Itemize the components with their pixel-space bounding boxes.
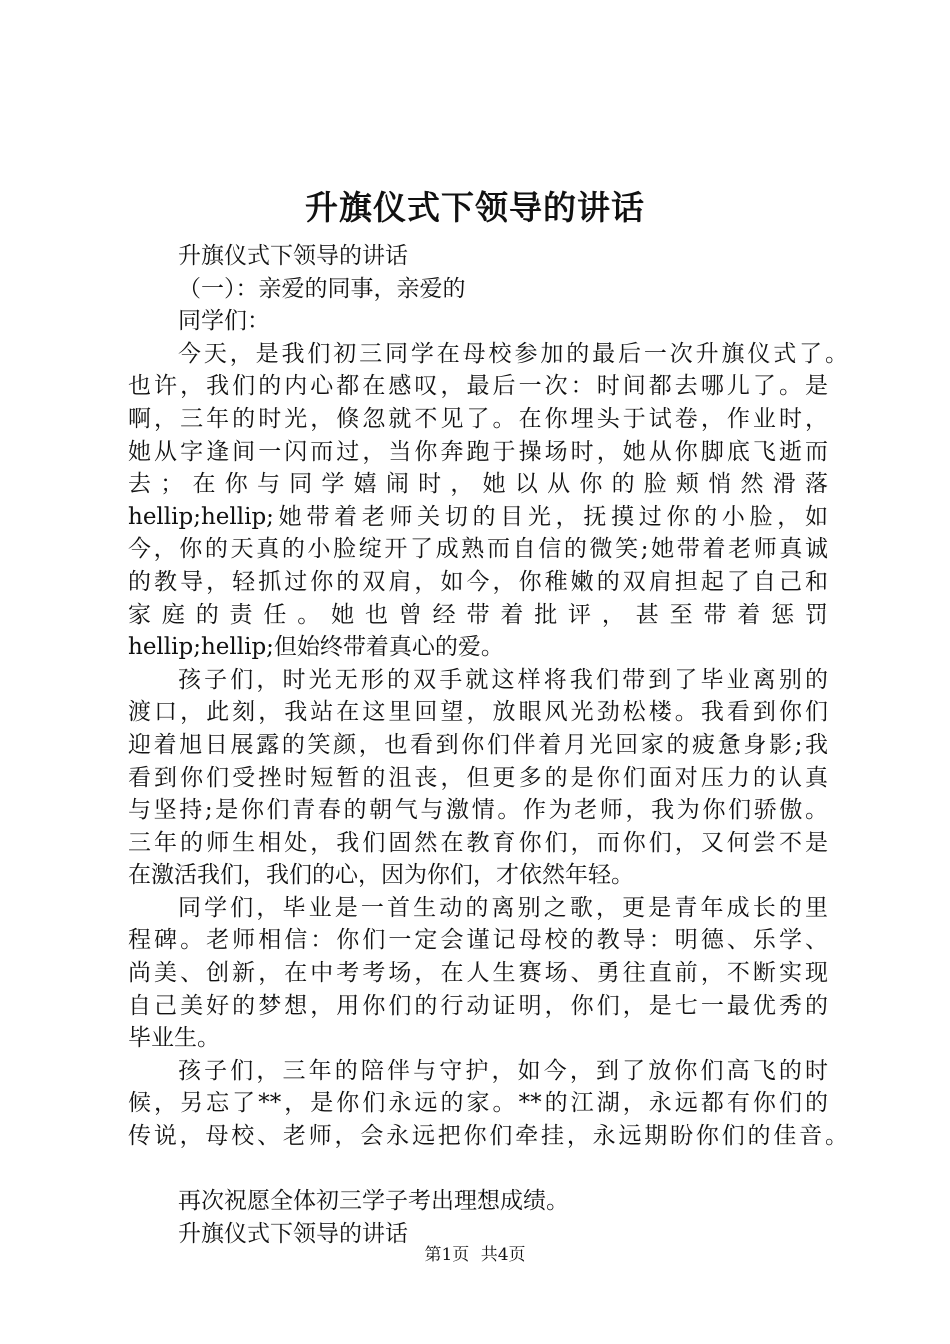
paragraph-line: 在激活我们，我们的心，因为你们，才依然年轻。 (128, 862, 634, 889)
paragraph-line: 尚美、创新，在中考考场，在人生赛场、勇往直前，不断实现 (128, 960, 828, 987)
paragraph-line: 渡口，此刻，我站在这里回望，放眼风光劲松楼。我看到你们 (128, 699, 828, 726)
paragraph-line: 看到你们受挫时短暂的沮丧，但更多的是你们面对压力的认真 (128, 764, 828, 791)
paragraph-line: 去；在你与同学嬉闹时，她以从你的脸颊悄然滑落 (128, 471, 828, 498)
document-body (128, 240, 848, 1250)
next-section-title: 升旗仪式下领导的讲话 (178, 1220, 408, 1247)
page-total: 共4页 (480, 1245, 526, 1265)
paragraph-line: 孩子们，三年的陪伴与守护，如今，到了放你们高飞的时 (178, 1057, 828, 1084)
paragraph-line: 家庭的责任。她也曾经带着批评，甚至带着惩罚 (128, 601, 828, 628)
paragraph-line: 候，另忘了**，是你们永远的家。**的江湖，永远都有你们的 (128, 1090, 828, 1117)
paragraph-line: 毕业生。 (128, 1025, 220, 1052)
page-number: 第1页 (424, 1245, 470, 1265)
paragraph-line: 程碑。老师相信：你们一定会谨记母校的教导：明德、乐学、 (128, 927, 828, 954)
paragraph-gap (128, 1153, 828, 1186)
page-footer (0, 1244, 950, 1266)
closing-line: 再次祝愿全体初三学子考出理想成绩。 (178, 1188, 569, 1215)
paragraph-line: hellip;hellip;但始终带着真心的爱。 (128, 634, 504, 661)
paragraph-line: hellip;hellip;她带着老师关切的目光，抚摸过你的小脸，如 (128, 503, 828, 530)
paragraph-line: 迎着旭日展露的笑颜，也看到你们伴着月光回家的疲惫身影;我 (128, 731, 828, 758)
paragraph-line: 三年的师生相处，我们固然在教育你们，而你们，又何尝不是 (128, 829, 828, 856)
subtitle-section-line: （一）：亲爱的同事，亲爱的 (178, 275, 466, 302)
paragraph-line: 同学们，毕业是一首生动的离别之歌，更是青年成长的里 (178, 894, 828, 921)
paragraph-line: 啊，三年的时光，倏忽就不见了。在你埋头于试卷，作业时， (128, 405, 828, 432)
paragraph-line: 她从字逢间一闪而过，当你奔跑于操场时，她从你脚底飞逝而 (128, 438, 828, 465)
document-title: 升旗仪式下领导的讲话 (305, 188, 645, 227)
paragraph-line: 也许，我们的内心都在感叹，最后一次：时间都去哪儿了。是 (128, 373, 828, 400)
paragraph-line: 自己美好的梦想，用你们的行动证明，你们，是七一最优秀的 (128, 992, 828, 1019)
paragraph-line: 与坚持;是你们青春的朝气与激情。作为老师，我为你们骄傲。 (128, 797, 828, 824)
greeting-line: 同学们： (178, 308, 270, 335)
subtitle-line: 升旗仪式下领导的讲话 (178, 243, 408, 269)
paragraph-line: 今，你的天真的小脸绽开了成熟而自信的微笑;她带着老师真诚 (128, 536, 828, 563)
paragraph-line: 今天，是我们初三同学在母校参加的最后一次升旗仪式了。 (178, 340, 848, 367)
paragraph-line: 孩子们，时光无形的双手就这样将我们带到了毕业离别的 (178, 666, 828, 693)
paragraph-line: 的教导，轻抓过你的双肩，如今，你稚嫩的双肩担起了自己和 (128, 568, 828, 595)
paragraph-line: 传说，母校、老师，会永远把你们牵挂，永远期盼你们的佳音。 (128, 1123, 848, 1150)
